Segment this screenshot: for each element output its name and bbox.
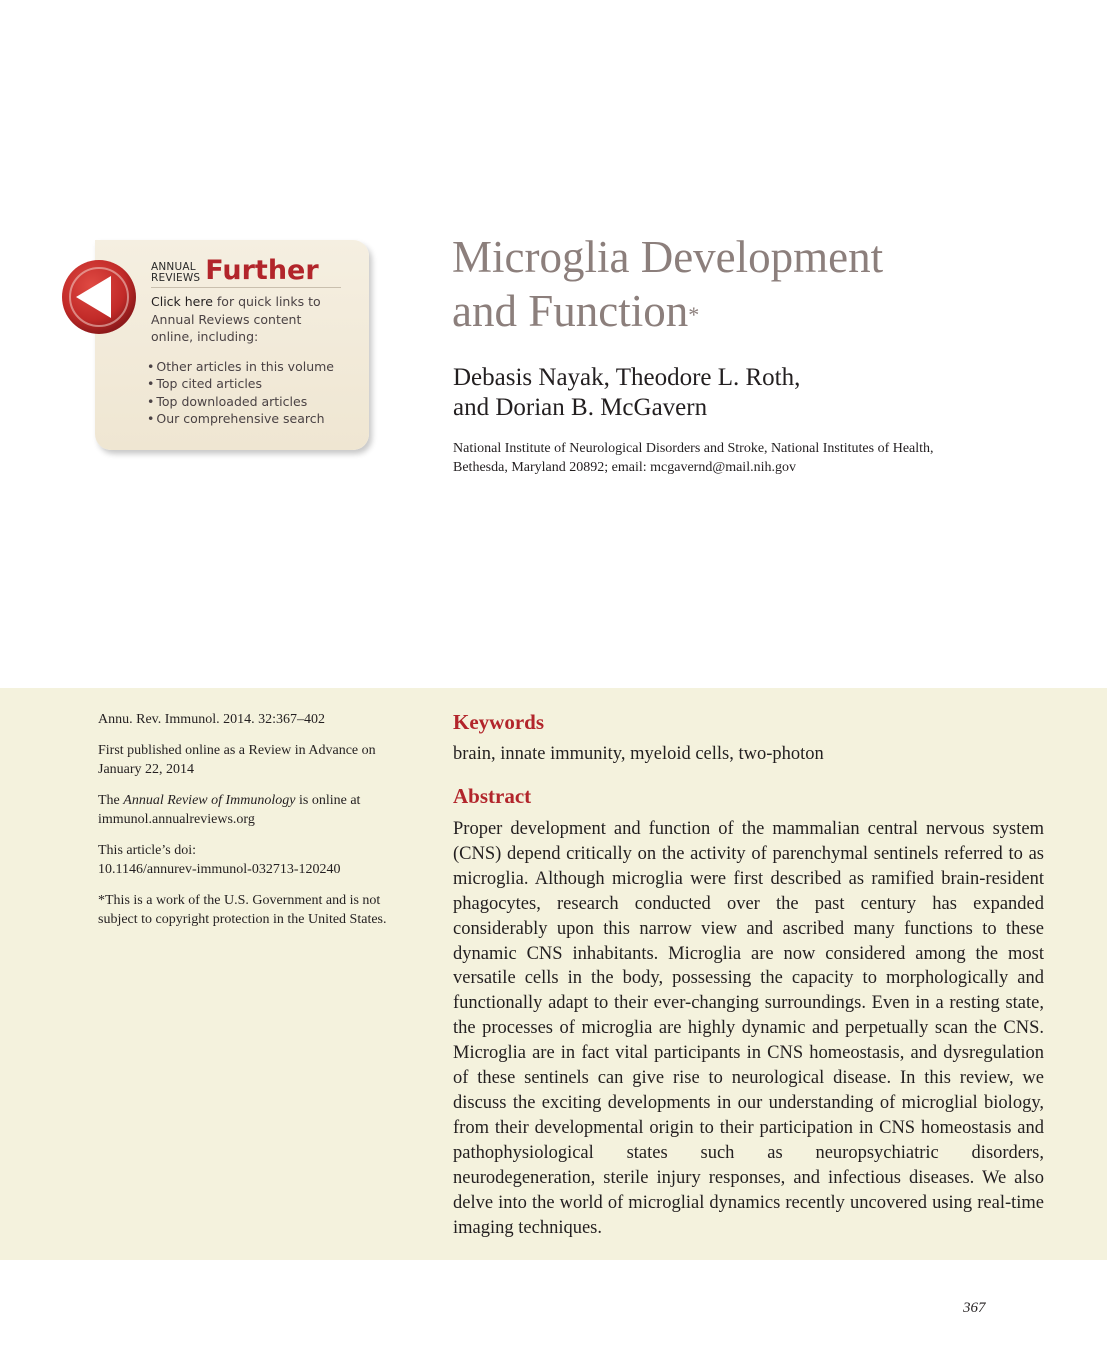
journal-name: Annual Review of Immunology: [123, 793, 296, 808]
publication-date: First published online as a Review in Advance on January 22, 2014: [98, 743, 376, 777]
abstract-text: Proper development and function of the mammalian central nervous system (CNS) depend critically on the activity of parenchymal sentinels referred to as microglia. Although microglia were first described as ramified brain-resident phagocytes, research conducted over the past century has expanded considerably upon this narrow view and ascribed many functions to these dynamic CNS inhabitants. Microglia are now considered among the most versatile cells in the body, possessing the capacity to morphologically and functionally adapt to their ever-changing surroundings. Even in a resting state, the processes of microglia are highly dynamic and perpetually scan the CNS. Microglia are in fact vital participants in CNS homeostasis, and dysregulation of these sentinels can give rise to neurological disease. In this review, we discuss the exciting developments in our understanding of microglial biology, from their developmental origin to their participation in CNS homeostasis and pathophysiological states such as neuropsychiatric disorders, neurodegeneration, sterile injury responses, and infectious diseases. We also delve into the world of microglial dynamics recently uncovered using real-time imaging techniques.: [453, 819, 1044, 1238]
link-other-articles[interactable]: • Other articles in this volume: [147, 358, 341, 376]
brand-annual-reviews: ANNUAL REVIEWS: [151, 261, 201, 284]
brand-further: Further: [205, 255, 319, 286]
article-info-sidebar: [98, 710, 416, 941]
link-comprehensive-search[interactable]: • Our comprehensive search: [147, 410, 341, 428]
click-here-link[interactable]: Click here: [151, 294, 213, 309]
annual-reviews-brand: [151, 255, 341, 286]
main-column: [453, 708, 1044, 1240]
doi-value[interactable]: 10.1146/annurev-immunol-032713-120240: [98, 862, 341, 877]
brand-divider: [151, 287, 341, 288]
keywords-heading: Keywords: [453, 710, 544, 734]
abstract-heading: Abstract: [453, 784, 532, 808]
doi-label: This article’s doi:: [98, 843, 196, 858]
authors: Debasis Nayak, Theodore L. Roth, and Dorian B. McGavern: [453, 364, 801, 421]
link-top-downloaded[interactable]: • Top downloaded articles: [147, 393, 341, 411]
doi-block: [98, 841, 416, 879]
copyright-note: *This is a work of the U.S. Government and is not subject to copyright protection in the United States.: [98, 893, 387, 927]
back-arrow-icon[interactable]: [60, 258, 138, 336]
title-footnote-mark: *: [688, 302, 700, 327]
further-links-list: [147, 358, 341, 428]
citation: Annu. Rev. Immunol. 2014. 32:367–402: [98, 712, 325, 727]
journal-online-note: The Annual Review of Immunology is online at immunol.annualreviews.org: [98, 793, 361, 827]
page-number: 367: [963, 1300, 986, 1316]
affiliation: National Institute of Neurological Disorders and Stroke, National Institutes of Health, Bethesda, Maryland 20892; email: mcgavernd@mail.nih.gov: [453, 441, 934, 475]
further-content: [151, 255, 341, 428]
article-title: Microglia Development and Function*: [452, 232, 884, 336]
further-description: Click here for quick links to Annual Reviews content online, including:: [151, 294, 321, 344]
link-top-cited[interactable]: • Top cited articles: [147, 375, 341, 393]
keywords-text: brain, innate immunity, myeloid cells, two-photon: [453, 744, 824, 764]
